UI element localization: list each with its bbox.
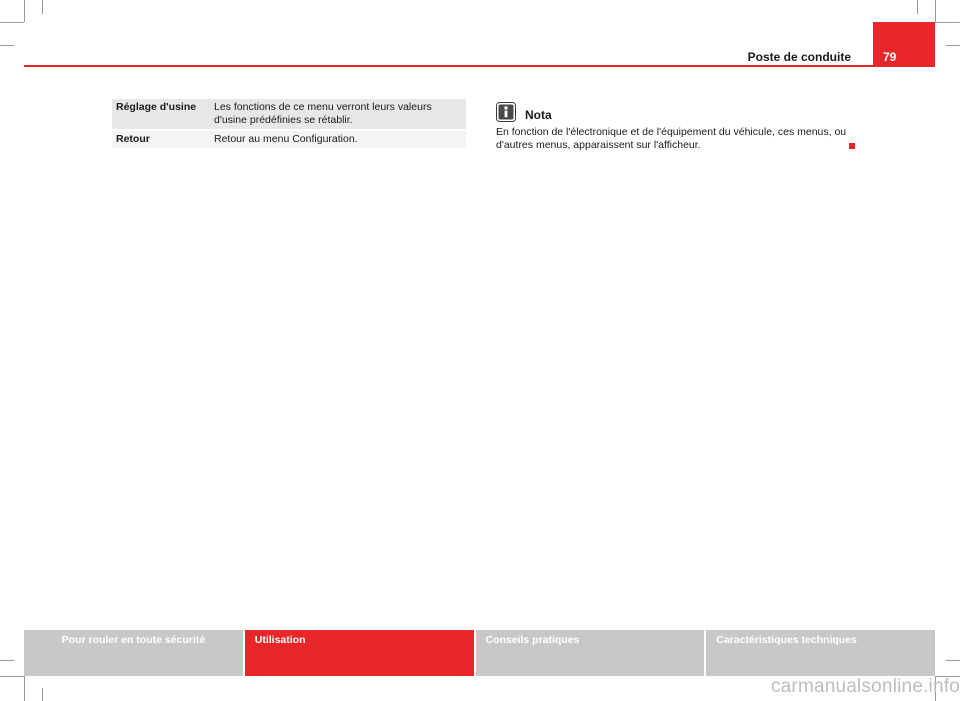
- crop-mark: [0, 676, 24, 677]
- crop-mark: [0, 22, 24, 23]
- crop-mark: [42, 0, 43, 14]
- tab-utilisation[interactable]: Utilisation: [245, 630, 476, 676]
- note-title: Nota: [525, 108, 552, 122]
- crop-mark: [0, 660, 14, 661]
- crop-mark: [0, 45, 14, 46]
- tab-securite[interactable]: Pour rouler en toute sécurité: [24, 630, 245, 676]
- crop-mark: [935, 0, 936, 22]
- section-end-marker: [849, 143, 855, 149]
- table-row-key: Réglage d'usine: [116, 101, 197, 113]
- table-row-value: Retour au menu Configuration.: [214, 133, 358, 145]
- header-rule: [24, 65, 935, 67]
- table-row-key: Retour: [116, 133, 150, 145]
- crop-mark: [42, 688, 43, 701]
- tab-caracteristiques[interactable]: Caractéristiques techniques: [706, 630, 935, 676]
- footer-nav: [24, 630, 935, 676]
- crop-mark: [24, 0, 25, 22]
- table-row-value: Les fonctions de ce menu verront leurs valeurs d'usine prédéfinies se rétablir.: [214, 101, 432, 126]
- crop-mark: [24, 676, 25, 701]
- note-text: En fonction de l'électronique et de l'équipement du véhicule, ces menus, ou d'autres menus, apparaissent sur l'afficheur.: [496, 126, 847, 151]
- crop-mark: [946, 45, 960, 46]
- table-row: [112, 131, 466, 148]
- page-title: Poste de conduite: [747, 50, 851, 64]
- crop-mark: [946, 660, 960, 661]
- crop-mark: [935, 22, 960, 23]
- table-row: [112, 99, 466, 129]
- note-header: [496, 98, 860, 122]
- watermark: carmanualsonline.info: [770, 676, 960, 697]
- crop-mark: [917, 0, 918, 14]
- page-number: 79: [873, 22, 935, 67]
- note-box: [496, 98, 860, 152]
- settings-table: [112, 99, 466, 148]
- info-icon: [496, 102, 516, 122]
- tab-conseils[interactable]: Conseils pratiques: [476, 630, 707, 676]
